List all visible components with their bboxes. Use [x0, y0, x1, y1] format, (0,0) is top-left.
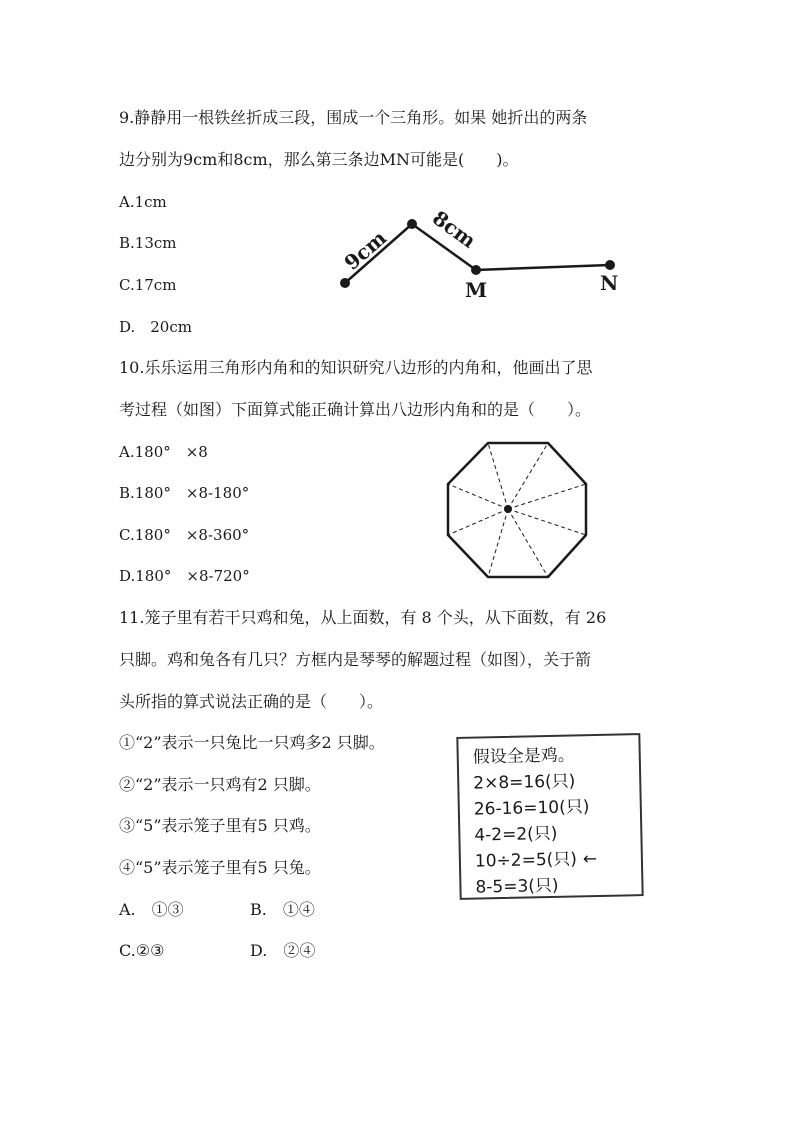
dashed-diagonal — [508, 443, 548, 509]
solution-line: 26-16=10(只) — [473, 797, 590, 820]
q11-option-b: B. ①④ — [250, 900, 315, 919]
q11-statement-4: ④“5”表示笼子里有5 只兔。 — [119, 858, 321, 877]
solution-line-text: 10÷2=5(只) — [474, 849, 578, 872]
label-8cm: 8cm — [428, 205, 481, 253]
q9-option-d: D. 20cm — [119, 318, 192, 336]
q9-option-c: C.17cm — [119, 276, 177, 294]
solution-line: 8-5=3(只) — [475, 875, 559, 898]
solution-line: 4-2=2(只) — [474, 823, 558, 846]
q9-option-b: B.13cm — [119, 234, 177, 252]
q11-text-line3: 头所指的算式说法正确的是（ ）。 — [119, 692, 384, 711]
q10-option-c: C.180° ×8-360° — [119, 526, 250, 544]
q10-option-a: A.180° ×8 — [119, 443, 208, 461]
q11-option-c: C.②③ — [119, 941, 165, 960]
q11-statement-3: ③“5”表示笼子里有5 只鸡。 — [119, 816, 321, 835]
dashed-diagonal — [448, 509, 508, 535]
solution-line: 2×8=16(只) — [473, 771, 576, 794]
q11-option-d: D. ②④ — [250, 941, 316, 960]
q10-option-d: D.180° ×8-720° — [119, 567, 250, 585]
dashed-diagonal — [508, 484, 586, 509]
label-n: N — [600, 271, 619, 295]
q11-option-a: A. ①③ — [119, 900, 184, 919]
q10-text-line1: 10.乐乐运用三角形内角和的知识研究八边形的内角和，他画出了思 — [119, 358, 593, 377]
point-n — [605, 260, 615, 270]
left-arrow-icon: ← — [582, 849, 598, 870]
segment-mn — [476, 265, 610, 270]
q11-statement-2: ②“2”表示一只鸡有2 只脚。 — [119, 775, 321, 794]
q11-text-line1: 11.笼子里有若干只鸡和兔，从上面数，有 8 个头，从下面数，有 26 — [119, 608, 607, 627]
dashed-diagonal — [488, 509, 508, 577]
q10-octagon-figure — [440, 438, 590, 583]
q11-statement-1: ①“2”表示一只兔比一只鸡多2 只脚。 — [119, 733, 385, 752]
dashed-diagonal — [508, 509, 548, 577]
label-9cm: 9cm — [339, 225, 391, 275]
q9-option-a: A.1cm — [119, 193, 167, 211]
octagon-outline — [448, 443, 586, 577]
q9-wire-figure — [330, 205, 630, 305]
solution-line-pointed — [475, 845, 632, 874]
point-m — [471, 265, 481, 275]
dashed-diagonal — [488, 443, 508, 509]
q11-text-line2: 只脚。鸡和兔各有几只？方框内是琴琴的解题过程（如图），关于箭 — [119, 650, 592, 669]
q9-text-line2: 边分别为9cm和8cm，那么第三条边MN可能是( )。 — [119, 150, 519, 169]
point-vertex — [407, 219, 417, 229]
q10-text-line2: 考过程（如图）下面算式能正确计算出八边形内角和的是（ ）。 — [119, 400, 592, 419]
q9-text-line1: 9.静静用一根铁丝折成三段，围成一个三角形。如果 她折出的两条 — [119, 108, 588, 127]
point-end — [340, 278, 350, 288]
solution-box — [456, 733, 643, 900]
octagon-center-point — [504, 505, 512, 513]
solution-line: 假设全是鸡。 — [472, 745, 575, 768]
label-m: M — [465, 278, 488, 302]
q10-option-b: B.180° ×8-180° — [119, 484, 250, 502]
dashed-diagonal — [508, 509, 586, 535]
dashed-diagonal — [448, 484, 508, 509]
